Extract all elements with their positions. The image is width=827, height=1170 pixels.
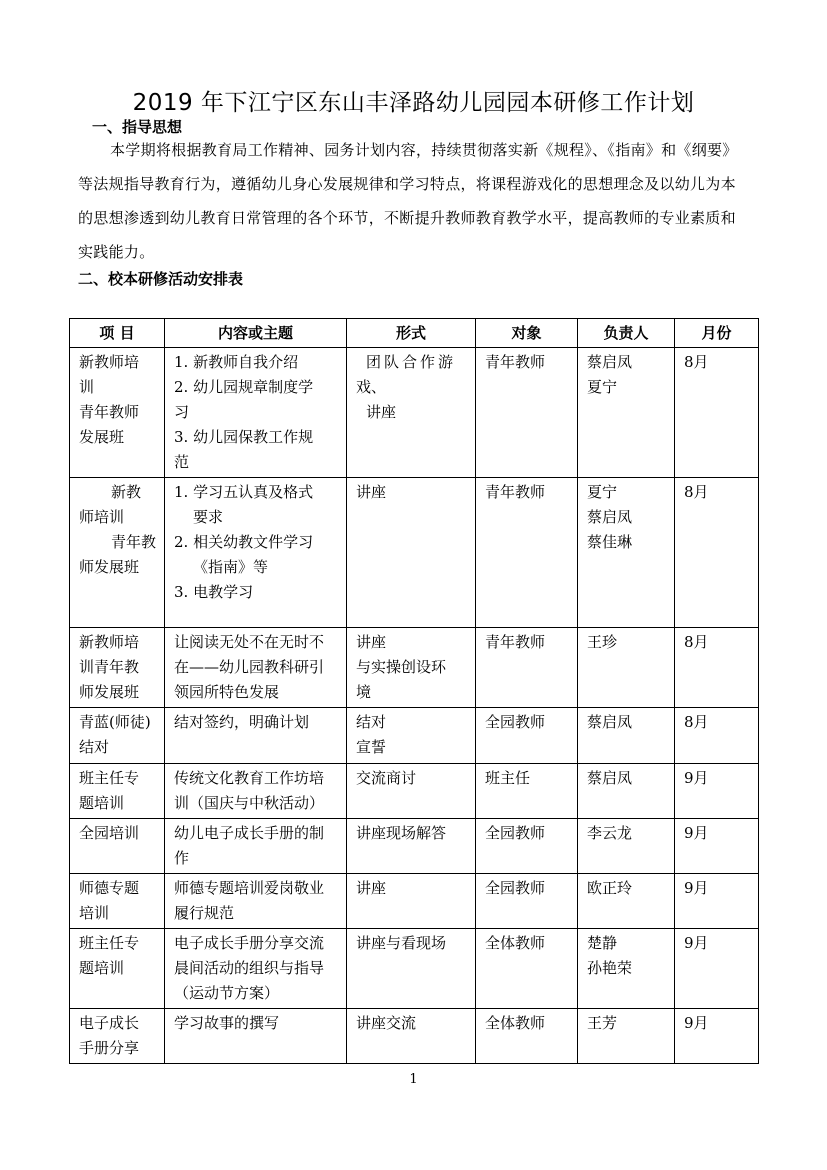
cell-content — [165, 628, 347, 708]
guiding-thought-paragraph: 本学期将根据教育局工作精神、园务计划内容，持续贯彻落实新《规程》、《指南》和《纲要》等法规指导教育行为，遵循幼儿身心发展规律和学习特点，将课程游戏化的思想理念及以幼儿为本的思想渗透到幼儿教育日常管理的各个环节，不断提升教师教育教学水平，提高教师的专业素质和实践能力。 — [78, 141, 738, 261]
cell-person-line: 李云龙 — [587, 824, 633, 842]
cell-month — [675, 874, 759, 929]
cell-content-line: 让阅读无处不在无时不 — [174, 633, 325, 651]
table-row — [70, 708, 759, 764]
cell-content-line: 电子成长手册分享交流 — [174, 934, 325, 952]
cell-content-line: 3. 幼儿园保教工作规 — [174, 428, 314, 446]
header-person: 负责人 — [578, 319, 675, 348]
cell-project-line: 培训 — [79, 904, 110, 922]
cell-project-line: 师发展班 — [79, 558, 140, 576]
cell-content — [165, 764, 347, 819]
cell-project — [70, 348, 165, 478]
cell-form — [347, 764, 476, 819]
cell-target-line: 青年教师 — [485, 353, 546, 371]
header-target: 对象 — [476, 319, 578, 348]
cell-content-line: 1. 学习五认真及格式 — [174, 483, 314, 501]
cell-person — [578, 764, 675, 819]
table-row — [70, 628, 759, 708]
cell-month-line: 8月 — [684, 713, 709, 731]
cell-person-line: 蔡佳琳 — [587, 533, 633, 551]
page-title: 2019 年下江宁区东山丰泽路幼儿园园本研修工作计划 — [132, 90, 695, 116]
cell-target — [476, 348, 578, 478]
cell-person-line: 蔡启凤 — [587, 353, 633, 371]
cell-month-line: 9月 — [684, 879, 709, 897]
cell-target — [476, 929, 578, 1009]
cell-person-line: 蔡启凤 — [587, 508, 633, 526]
cell-month — [675, 708, 759, 764]
cell-form — [347, 929, 476, 1009]
cell-target-line: 全体教师 — [485, 1014, 546, 1032]
cell-person-line: 夏宁 — [587, 378, 618, 396]
cell-form — [347, 348, 476, 478]
cell-month-line: 9月 — [684, 934, 709, 952]
cell-person-line: 王珍 — [587, 633, 618, 651]
table-row — [70, 874, 759, 929]
header-content: 内容或主题 — [165, 319, 347, 348]
cell-form-line: 讲座交流 — [356, 1014, 417, 1032]
cell-project-line: 新教 — [111, 483, 142, 501]
cell-month — [675, 478, 759, 628]
cell-person — [578, 478, 675, 628]
cell-form-line: 讲座与看现场 — [356, 934, 447, 952]
cell-target — [476, 819, 578, 874]
cell-project — [70, 1009, 165, 1064]
cell-target — [476, 764, 578, 819]
cell-project-line: 新教师培 — [79, 353, 140, 371]
cell-content — [165, 478, 347, 628]
cell-target-line: 班主任 — [485, 769, 531, 787]
cell-person — [578, 348, 675, 478]
cell-target — [476, 708, 578, 764]
cell-project-line: 电子成长 — [79, 1014, 140, 1032]
cell-content-line: 学习故事的撰写 — [174, 1014, 280, 1032]
cell-target-line: 青年教师 — [485, 483, 546, 501]
cell-content — [165, 1009, 347, 1064]
cell-project — [70, 819, 165, 874]
cell-month — [675, 764, 759, 819]
cell-content-line: 师德专题培训爱岗敬业 — [174, 879, 325, 897]
cell-project-line: 师培训 — [79, 508, 125, 526]
table-row — [70, 478, 759, 628]
cell-content-line: 晨间活动的组织与指导 — [174, 959, 325, 977]
cell-month — [675, 929, 759, 1009]
cell-person-line: 夏宁 — [587, 483, 618, 501]
cell-month-line: 9月 — [684, 824, 709, 842]
cell-content-line: 传统文化教育工作坊培 — [174, 769, 325, 787]
cell-content-line: 领园所特色发展 — [174, 683, 280, 701]
cell-content-line: 1. 新教师自我介绍 — [174, 353, 299, 371]
cell-form-line: 境 — [356, 683, 372, 701]
cell-project-line: 师发展班 — [79, 683, 140, 701]
cell-form — [347, 1009, 476, 1064]
cell-content — [165, 348, 347, 478]
cell-project-line: 全园培训 — [79, 824, 140, 842]
cell-form — [347, 628, 476, 708]
cell-month — [675, 1009, 759, 1064]
cell-content-line: 要求 — [193, 508, 224, 526]
cell-target — [476, 478, 578, 628]
cell-form-line: 团队合作游 — [366, 353, 457, 371]
cell-content-line: 作 — [174, 849, 190, 867]
cell-month-line: 9月 — [684, 1014, 709, 1032]
table-row — [70, 348, 759, 478]
cell-project-line: 发展班 — [79, 428, 125, 446]
table-row — [70, 1009, 759, 1064]
cell-person — [578, 874, 675, 929]
cell-person — [578, 1009, 675, 1064]
cell-project — [70, 764, 165, 819]
cell-person — [578, 628, 675, 708]
cell-content-line: 范 — [174, 453, 190, 471]
cell-month-line: 9月 — [684, 769, 709, 787]
cell-project-line: 结对 — [79, 738, 110, 756]
cell-month-line: 8月 — [684, 483, 709, 501]
cell-content-line: 《指南》等 — [193, 558, 269, 576]
cell-project-line: 师德专题 — [79, 879, 140, 897]
header-form: 形式 — [347, 319, 476, 348]
cell-target-line: 全园教师 — [485, 713, 546, 731]
cell-person — [578, 929, 675, 1009]
cell-project — [70, 929, 165, 1009]
cell-form-line: 讲座 — [356, 483, 387, 501]
table-header-row — [70, 319, 759, 348]
cell-form — [347, 708, 476, 764]
cell-person-line: 王芳 — [587, 1014, 618, 1032]
table-row — [70, 819, 759, 874]
cell-content-line: 履行规范 — [174, 904, 235, 922]
cell-form — [347, 819, 476, 874]
cell-person-line: 蔡启凤 — [587, 769, 633, 787]
cell-content — [165, 708, 347, 764]
cell-target-line: 全园教师 — [485, 879, 546, 897]
cell-form-line: 与实操创设环 — [356, 658, 447, 676]
cell-project-line: 班主任专 — [79, 934, 140, 952]
cell-content-line: 训（国庆与中秋活动） — [174, 794, 325, 812]
cell-project-line: 班主任专 — [79, 769, 140, 787]
cell-content-line: 2. 相关幼教文件学习 — [174, 533, 314, 551]
cell-content-line: 在——幼儿园教科研引 — [174, 658, 325, 676]
cell-month-line: 8月 — [684, 633, 709, 651]
cell-project-line: 新教师培 — [79, 633, 140, 651]
cell-person-line: 欧正玲 — [587, 879, 633, 897]
cell-content-line: （运动节方案） — [174, 984, 280, 1002]
cell-project-line: 青年教师 — [79, 403, 140, 421]
cell-project-line: 题培训 — [79, 794, 125, 812]
header-month: 月份 — [675, 319, 759, 348]
cell-content — [165, 874, 347, 929]
section-heading-guiding-thought: 一、指导思想 — [92, 118, 183, 136]
cell-form-line: 宣誓 — [356, 738, 387, 756]
cell-content-line: 习 — [174, 403, 190, 421]
cell-project — [70, 478, 165, 628]
cell-project-line: 训青年教 — [79, 658, 140, 676]
cell-month — [675, 819, 759, 874]
cell-form-line: 讲座 — [356, 633, 387, 651]
cell-content — [165, 819, 347, 874]
cell-project-line: 题培训 — [79, 959, 125, 977]
activity-schedule-table — [69, 318, 759, 1064]
cell-content — [165, 929, 347, 1009]
header-project: 项 目 — [70, 319, 165, 348]
cell-form-line: 讲座现场解答 — [356, 824, 447, 842]
cell-target — [476, 874, 578, 929]
cell-person — [578, 708, 675, 764]
cell-project-line: 青年教 — [111, 533, 157, 551]
cell-person — [578, 819, 675, 874]
cell-target-line: 全体教师 — [485, 934, 546, 952]
page-number: 1 — [409, 1072, 418, 1087]
cell-target-line: 青年教师 — [485, 633, 546, 651]
cell-target — [476, 1009, 578, 1064]
cell-project-line: 手册分享 — [79, 1039, 140, 1057]
cell-month — [675, 348, 759, 478]
section-heading-activity-schedule: 二、校本研修活动安排表 — [78, 270, 244, 288]
cell-person-line: 楚静 — [587, 934, 618, 952]
cell-form-line: 讲座 — [356, 879, 387, 897]
cell-person-line: 孙艳荣 — [587, 959, 633, 977]
table-row — [70, 929, 759, 1009]
cell-target-line: 全园教师 — [485, 824, 546, 842]
cell-project — [70, 708, 165, 764]
cell-month — [675, 628, 759, 708]
cell-project-line: 训 — [79, 378, 95, 396]
cell-project — [70, 874, 165, 929]
cell-form — [347, 874, 476, 929]
table-row — [70, 764, 759, 819]
cell-month-line: 8月 — [684, 353, 709, 371]
cell-form-line: 讲座 — [366, 403, 397, 421]
cell-form-line: 戏、 — [356, 378, 387, 396]
cell-content-line: 2. 幼儿园规章制度学 — [174, 378, 314, 396]
cell-target — [476, 628, 578, 708]
cell-person-line: 蔡启凤 — [587, 713, 633, 731]
cell-content-line: 幼儿电子成长手册的制 — [174, 824, 325, 842]
cell-form — [347, 478, 476, 628]
cell-project — [70, 628, 165, 708]
cell-form-line: 结对 — [356, 713, 387, 731]
cell-project-line: 青蓝(师徒) — [79, 713, 151, 731]
cell-content-line: 3. 电教学习 — [174, 583, 254, 601]
cell-content-line: 结对签约，明确计划 — [174, 713, 310, 731]
cell-form-line: 交流商讨 — [356, 769, 417, 787]
